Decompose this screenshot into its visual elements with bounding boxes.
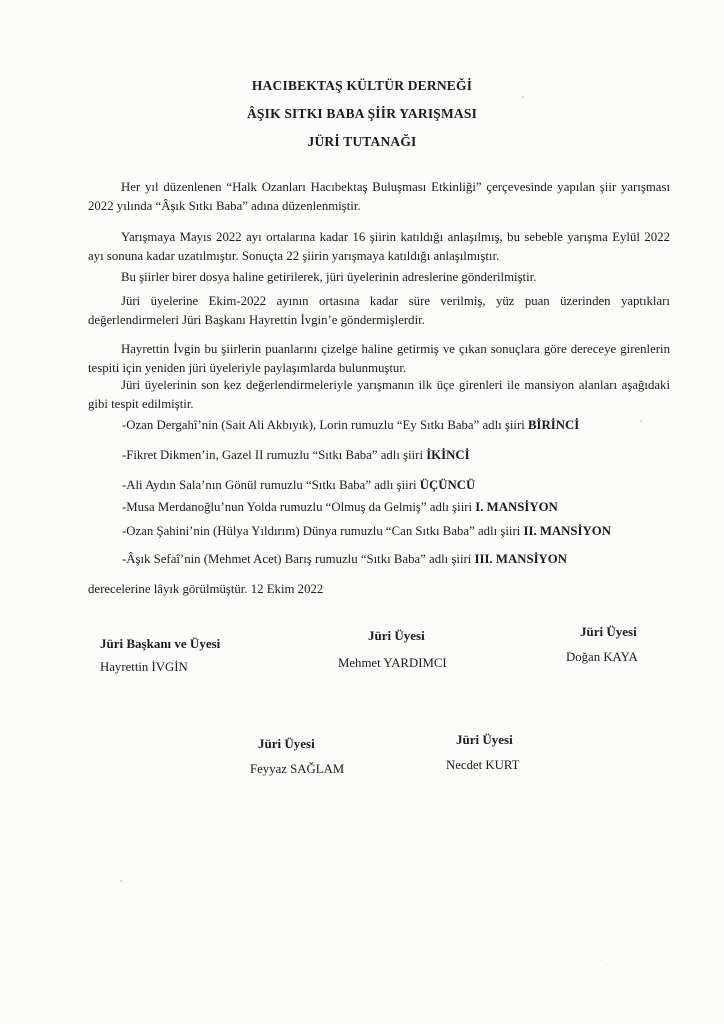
signature-name: Mehmet YARDIMCI — [338, 656, 447, 670]
result-item — [122, 478, 475, 493]
scan-speck — [560, 150, 561, 151]
result-item — [122, 448, 470, 463]
association-heading: HACIBEKTAŞ KÜLTÜR DERNEĞİ — [251, 78, 473, 93]
result-item — [122, 500, 558, 515]
result-text: -Âşık Sefaî’nin (Mehmet Acet) Barış rumuzlu “Sıtkı Baba” adlı şiiri — [122, 552, 475, 566]
paragraph-distribution: Bu şiirler birer dosya haline getirilerek, jüri üyelerinin adreslerine gönderilmiştir. — [121, 270, 537, 284]
closing-line: derecelerine lâyık görülmüştür. 12 Ekim 2022 — [88, 582, 324, 596]
result-item — [122, 418, 579, 433]
signature-title: Jüri Üyesi — [368, 628, 425, 643]
signature-name: Necdet KURT — [446, 758, 520, 772]
signature-name: Feyyaz SAĞLAM — [250, 762, 345, 776]
scan-speck — [522, 96, 524, 98]
scan-speck — [640, 420, 642, 422]
result-rank: ÜÇÜNCÜ — [419, 478, 476, 492]
paragraph-intro: Her yıl düzenlenen “Halk Ozanları Hacıbektaş Buluşması Etkinliği” çerçevesinde yapılan şiir yarışması 2022 yılında “Âşık Sıtkı Baba” adına düzenlenmiştir. — [88, 180, 670, 213]
scan-speck — [600, 960, 601, 961]
result-rank: BİRİNCİ — [528, 418, 580, 432]
paragraph-evaluation: Jüri üyelerine Ekim-2022 ayının ortasına kadar süre verilmiş, yüz puan üzerinden yaptıkları değerlendirmeleri Jüri Başkanı Hayrettin İvgin’e göndermişlerdir. — [88, 294, 670, 327]
signature-title: Jüri Başkanı ve Üyesi — [100, 636, 221, 651]
result-text: -Fikret Dikmen’in, Gazel II rumuzlu “Sıtkı Baba” adlı şiiri — [122, 448, 427, 462]
result-rank: III. MANSİYON — [474, 552, 567, 566]
signature-title: Jüri Üyesi — [580, 624, 637, 639]
contest-heading: ÂŞIK SITKI BABA ŞİİR YARIŞMASI — [246, 106, 478, 121]
signature-title: Jüri Üyesi — [456, 732, 513, 747]
paragraph-participation: Yarışmaya Mayıs 2022 ayı ortalarına kadar 16 şiirin katıldığı anlaşılmış, bu sebeble yarışma Eylül 2022 ayı sonuna kadar uzatılmıştır. Sonuçta 22 şiirin yarışmaya katıldığı anlaşılmıştır. — [88, 230, 670, 263]
paragraph-scoring: Hayrettin İvgin bu şiirlerin puanlarını çizelge haline getirmiş ve çıkan sonuçlara göre dereceye girenlerin tespiti için yeniden jüri üyeleriyle paylaşımlarda bulunmuştur. — [88, 342, 670, 375]
signature-title: Jüri Üyesi — [258, 736, 315, 751]
result-rank: II. MANSİYON — [523, 524, 611, 538]
result-text: -Ozan Dergahî’nin (Sait Ali Akbıyık), Lorin rumuzlu “Ey Sıtkı Baba” adlı şiiri — [122, 418, 528, 432]
signature-name: Doğan KAYA — [566, 650, 638, 664]
result-rank: I. MANSİYON — [475, 500, 558, 514]
document-title: JÜRİ TUTANAĞI — [307, 134, 417, 149]
result-rank: İKİNCİ — [426, 448, 470, 462]
result-text: -Ozan Şahini’nin (Hülya Yıldırım) Dünya rumuzlu “Can Sıtkı Baba” adlı şiiri — [122, 524, 524, 538]
scan-speck — [120, 880, 122, 882]
result-item — [122, 524, 611, 539]
result-text: -Musa Merdanoğlu’nun Yolda rumuzlu “Olmuş da Gelmiş” adlı şiiri — [122, 500, 476, 514]
paragraph-final: Jüri üyelerinin son kez değerlendirmeleriyle yarışmanın ilk üçe girenleri ile mansiyon alanları aşağıdaki gibi tespit edilmiştir. — [88, 378, 670, 411]
signature-name: Hayrettin İVGİN — [100, 660, 188, 674]
result-text: -Ali Aydın Sala’nın Gönül rumuzlu “Sıtkı Baba” adlı şiiri — [122, 478, 420, 492]
result-item — [122, 552, 567, 567]
